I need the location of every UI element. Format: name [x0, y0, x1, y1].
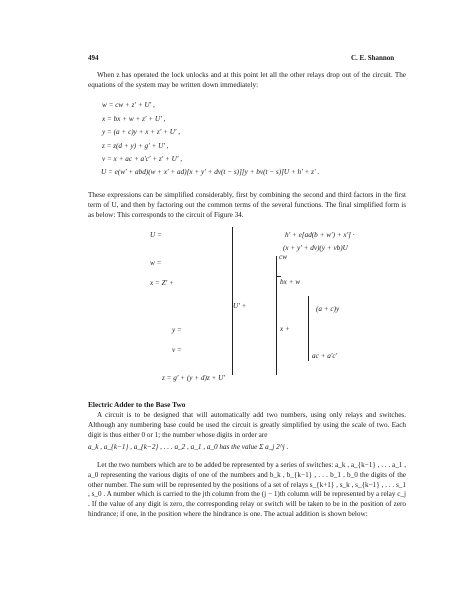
figure-term-ac: ac + a′c′	[312, 352, 338, 360]
figure-term-bx: bx + w	[280, 278, 301, 286]
page-number: 494	[88, 54, 99, 62]
intro-text: When z has operated the lock unlocks and at this point let all the other relays drop out of the circuit. The equations of the system may be written down immediately:	[88, 71, 406, 89]
adder-text-1: A circuit is to be designed that will automatically add two numbers, using only relays and switches. Although any numbering base could be used the circuit is greatly simplified by using the scale of two. Each digit is thus either 0 or 1; the number whose digits in order are	[88, 411, 406, 439]
equation-x: x = bx + w + z′ + U′ ,	[102, 115, 166, 123]
figure-y-label: y =	[172, 326, 182, 334]
figure-term-cw: cw	[279, 253, 287, 261]
adder-paragraph-2	[88, 461, 406, 520]
section-heading: Electric Adder to the Base Two	[88, 400, 186, 409]
adder-text-2: Let the two numbers which are to be added be represented by a series of switches: a_k , a_{k−1} , . . . a_1 , a_0 representing the various digits of one of the numbers and b_k , b_{k−1} , . . . b_1 , b_0 the digits of the other number. The sum will be represented by the positions of a set of relays s_{k+1} , s_k , s_{k−1} , . . . s_1 , s_0 . A number which is carried to the jth column from the (j − 1)th column will be represented by a relay c_j . If the value of any digit is zero, the corresponding relay or switch will be taken to be in the position of zero hindrance; if one, in the position where the hindrance is one. The actual addition is shown below:	[88, 461, 406, 518]
simplify-paragraph	[88, 191, 406, 220]
equation-y: y = (a + c)y + x + z′ + U′ ,	[102, 128, 181, 136]
figure-U-prime: U′ +	[233, 302, 247, 310]
equation-z: z = z(d + y) + g′ + U′ ,	[102, 142, 169, 150]
figure-term-acy: (a + c)y	[316, 305, 340, 313]
figure-term-h: h′ + e[ad(b + w′) + x′] ·	[285, 231, 355, 239]
digits-line-text: a_k , a_{k−1} , a_{k−2} , . . . a_2 , a_1 , a_0 has the value Σ a_j 2^j .	[88, 443, 289, 451]
main-bracket-line	[232, 227, 233, 375]
digits-line	[88, 443, 288, 451]
bx-tick	[276, 276, 281, 277]
equation-v: v = x + ac + a′c′ + z′ + U′ ,	[102, 155, 183, 163]
figure-U-label: U =	[150, 231, 162, 239]
figure-v-label: v =	[172, 346, 182, 354]
figure-z-equation: z = g′ + (y + d)z + U′	[162, 374, 225, 382]
intro-paragraph	[88, 71, 406, 91]
equation-U: U = e(w′ + abd)(w + x′ + ad)[x + y′ + dv(t − s)][y + bv(t − s)]U + h′ + z′ .	[101, 168, 320, 176]
second-bracket-line	[276, 256, 277, 375]
adder-paragraph-1	[88, 411, 406, 440]
figure-term-xy: (x + y′ + dv)(y + vb)U	[283, 244, 348, 252]
third-bracket-line	[308, 296, 309, 361]
figure-w-label: w =	[150, 259, 162, 267]
simplify-text: These expressions can be simplified considerably, first by combining the second and third factors in the first term of U, and then by factoring out the common terms of the several functions. The final simplified form is as below: This corresponds to the circuit of Figure 34.	[88, 191, 406, 219]
running-author: C. E. Shannon	[351, 54, 395, 62]
equation-w: w = cw + z′ + U′ ,	[102, 101, 155, 109]
figure-x-plus: x +	[280, 325, 290, 333]
figure-x-label: x = Z′ +	[150, 279, 174, 287]
